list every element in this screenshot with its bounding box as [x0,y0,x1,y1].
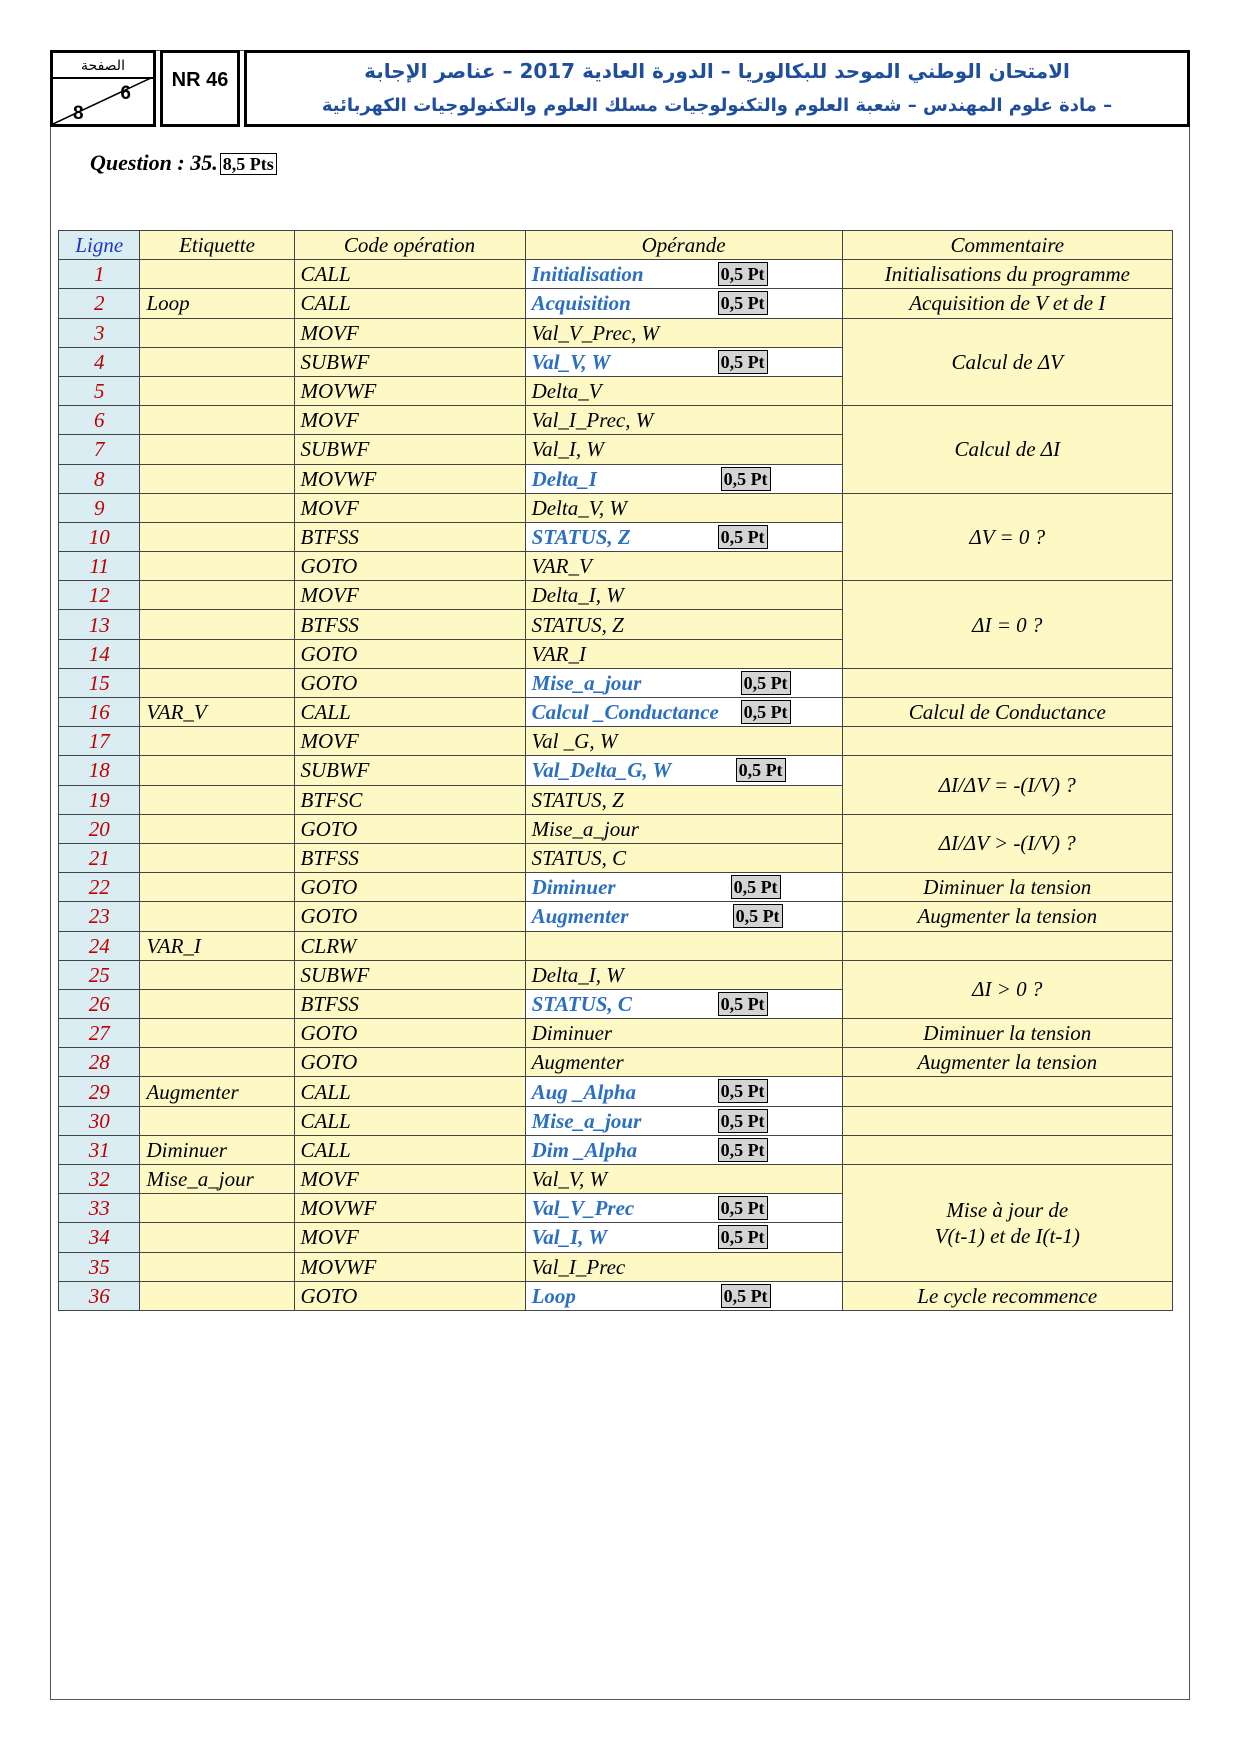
table-row [59,756,1173,785]
exam-header [50,50,1190,127]
line-number: 5 [59,376,140,405]
points-badge: 0,5 Pt [718,1225,768,1249]
opcode-cell: CALL [294,1135,525,1164]
table-row [59,1048,1173,1077]
label-cell [140,318,294,347]
points-badge: 0,5 Pt [718,992,768,1016]
operand-cell [525,873,842,902]
header-operande: Opérande [525,231,842,260]
operand-text: Initialisation [531,262,644,287]
label-cell [140,639,294,668]
operand-text: Delta_I, W [531,583,624,608]
label-cell [140,610,294,639]
comment-text: Le cycle recommence [917,1283,1098,1308]
comment-cell [842,1019,1172,1048]
opcode-cell: MOVF [294,318,525,347]
line-number: 14 [59,639,140,668]
comment-cell [842,902,1172,931]
operand-cell [525,960,842,989]
exam-subtitle: – مادة علوم المهندس – شعبة العلوم والتكنولوجيات مسلك العلوم والتكنولوجيات الكهربائية [321,95,1113,116]
page-label: الصفحة [53,55,153,79]
operand-text: STATUS, Z [531,612,624,637]
line-number: 8 [59,464,140,493]
table-row [59,493,1173,522]
operand-text: Val_V, W [531,349,611,374]
label-cell: Loop [140,289,294,318]
label-cell [140,1048,294,1077]
comment-text: ΔI > 0 ? [972,977,1043,1002]
operand-cell [525,902,842,931]
program-table [58,230,1173,1311]
operand-text: STATUS, C [531,991,632,1016]
label-cell [140,493,294,522]
operand-text: Val_Delta_G, W [531,758,672,783]
opcode-cell: GOTO [294,1281,525,1310]
label-cell [140,756,294,785]
operand-cell [525,1165,842,1194]
opcode-cell: BTFSS [294,989,525,1018]
operand-cell [525,552,842,581]
operand-cell [525,698,842,727]
operand-text: STATUS, Z [531,787,624,812]
operand-text: Calcul _Conductance [531,700,719,725]
opcode-cell: GOTO [294,1019,525,1048]
line-number: 18 [59,756,140,785]
opcode-cell: CALL [294,1106,525,1135]
header-code-operation: Code opération [294,231,525,260]
table-row [59,318,1173,347]
opcode-cell: BTFSS [294,610,525,639]
operand-text: Diminuer [531,1021,613,1046]
comment-cell [842,1165,1172,1282]
operand-text: Augmenter [531,904,629,929]
opcode-cell: MOVF [294,727,525,756]
operand-cell [525,464,842,493]
exam-title: الامتحان الوطني الموحد للبكالوريا – الدورة العادية 2017 – عناصر الإجابة [364,59,1070,83]
table-row [59,814,1173,843]
comment-text: ΔI = 0 ? [972,612,1043,637]
operand-text: Diminuer [531,875,616,900]
comment-cell [842,1048,1172,1077]
comment-cell [842,260,1172,289]
label-cell [140,873,294,902]
opcode-cell: CALL [294,289,525,318]
operand-text: Aug _Alpha [531,1079,637,1104]
opcode-cell: MOVF [294,493,525,522]
line-number: 20 [59,814,140,843]
line-number: 11 [59,552,140,581]
label-cell [140,989,294,1018]
line-number: 26 [59,989,140,1018]
comment-cell [842,873,1172,902]
opcode-cell: CLRW [294,931,525,960]
operand-cell [525,785,842,814]
line-number: 35 [59,1252,140,1281]
operand-text: Mise_a_jour [531,1108,642,1133]
table-row [59,873,1173,902]
points-badge: 0,5 Pt [718,1138,768,1162]
page-total: 8 [73,103,84,124]
operand-text: STATUS, C [531,846,627,871]
header-commentaire: Commentaire [842,231,1172,260]
table-row [59,1106,1173,1135]
comment-text: Augmenter la tension [917,904,1098,929]
comment-cell [842,1281,1172,1310]
points-badge: 0,5 Pt [731,875,781,899]
line-number: 12 [59,581,140,610]
diagonal-divider [53,77,153,124]
comment-cell [842,668,1172,697]
line-number: 15 [59,668,140,697]
table-row [59,668,1173,697]
line-number: 6 [59,406,140,435]
table-row [59,581,1173,610]
operand-cell [525,1135,842,1164]
line-number: 7 [59,435,140,464]
table-row [59,260,1173,289]
comment-cell [842,581,1172,669]
points-badge: 0,5 Pt [733,904,783,928]
comment-text: Diminuer la tension [923,875,1092,900]
header-ligne: Ligne [59,231,140,260]
label-cell [140,1194,294,1223]
comment-cell [842,814,1172,872]
question-points: 8,5 Pts [220,153,277,175]
line-number: 27 [59,1019,140,1048]
opcode-cell: GOTO [294,552,525,581]
operand-cell [525,639,842,668]
line-number: 28 [59,1048,140,1077]
points-badge: 0,5 Pt [718,1196,768,1220]
operand-cell [525,931,842,960]
line-number: 17 [59,727,140,756]
operand-cell [525,581,842,610]
table-row [59,727,1173,756]
label-cell [140,1019,294,1048]
points-badge: 0,5 Pt [718,350,768,374]
line-number: 9 [59,493,140,522]
line-number: 36 [59,1281,140,1310]
label-cell [140,843,294,872]
comment-cell [842,960,1172,1018]
opcode-cell: MOVF [294,581,525,610]
table-row [59,931,1173,960]
opcode-cell: GOTO [294,639,525,668]
table-row [59,1077,1173,1106]
label-cell [140,727,294,756]
operand-cell [525,1019,842,1048]
operand-text: Delta_V, W [531,495,627,520]
line-number: 32 [59,1165,140,1194]
comment-text: Initialisations du programme [884,262,1130,287]
operand-cell [525,347,842,376]
operand-text: Loop [531,1283,576,1308]
comment-cell [842,756,1172,814]
line-number: 22 [59,873,140,902]
comment-cell [842,406,1172,494]
table-row [59,902,1173,931]
opcode-cell: MOVWF [294,464,525,493]
operand-cell [525,1252,842,1281]
operand-cell [525,756,842,785]
operand-cell [525,843,842,872]
opcode-cell: MOVWF [294,1194,525,1223]
opcode-cell: GOTO [294,902,525,931]
operand-cell [525,522,842,551]
header-etiquette: Etiquette [140,231,294,260]
comment-text: Acquisition de V et de I [909,291,1106,316]
points-badge: 0,5 Pt [736,758,786,782]
operand-cell [525,668,842,697]
comment-text: Mise à jour de [946,1197,1069,1222]
table-row [59,289,1173,318]
operand-cell [525,318,842,347]
operand-text: Delta_I, W [531,962,624,987]
opcode-cell: MOVWF [294,1252,525,1281]
operand-text: Val_I_Prec, W [531,408,654,433]
points-badge: 0,5 Pt [718,525,768,549]
operand-cell [525,406,842,435]
label-cell [140,960,294,989]
comment-cell [842,318,1172,406]
line-number: 33 [59,1194,140,1223]
points-badge: 0,5 Pt [721,467,771,491]
table-row [59,1019,1173,1048]
line-number: 3 [59,318,140,347]
operand-text: STATUS, Z [531,524,631,549]
table-row [59,1135,1173,1164]
comment-cell [842,1106,1172,1135]
opcode-cell: SUBWF [294,347,525,376]
line-number: 29 [59,1077,140,1106]
label-cell [140,814,294,843]
opcode-cell: BTFSC [294,785,525,814]
opcode-cell: GOTO [294,1048,525,1077]
comment-text: ΔI/ΔV = -(I/V) ? [938,773,1076,798]
points-badge: 0,5 Pt [721,1284,771,1308]
points-badge: 0,5 Pt [718,262,768,286]
comment-text: Augmenter la tension [917,1050,1098,1075]
line-number: 25 [59,960,140,989]
points-badge: 0,5 Pt [718,1079,768,1103]
operand-text: Val _G, W [531,729,618,754]
points-badge: 0,5 Pt [718,291,768,315]
opcode-cell: MOVF [294,1165,525,1194]
operand-cell [525,814,842,843]
label-cell [140,406,294,435]
line-number: 19 [59,785,140,814]
operand-text: Val_I, W [531,1225,608,1250]
exam-title-box [244,50,1190,127]
opcode-cell: GOTO [294,873,525,902]
line-number: 24 [59,931,140,960]
operand-cell [525,989,842,1018]
opcode-cell: CALL [294,260,525,289]
operand-cell [525,727,842,756]
opcode-cell: GOTO [294,814,525,843]
opcode-cell: BTFSS [294,522,525,551]
label-cell [140,668,294,697]
opcode-cell: SUBWF [294,435,525,464]
operand-text: Acquisition [531,291,631,316]
label-cell [140,347,294,376]
operand-cell [525,260,842,289]
page-number: 6 [120,83,131,104]
opcode-cell: SUBWF [294,960,525,989]
operand-text: Augmenter [531,1050,624,1075]
label-cell: VAR_V [140,698,294,727]
table-row [59,960,1173,989]
exam-code: NR 46 [160,50,240,127]
points-badge: 0,5 Pt [718,1109,768,1133]
label-cell [140,1106,294,1135]
operand-cell [525,1106,842,1135]
label-cell [140,785,294,814]
operand-text: Val_I, W [531,437,604,462]
table-row [59,698,1173,727]
comment-text: V(t-1) et de I(t-1) [934,1223,1080,1248]
operand-text: Dim _Alpha [531,1137,638,1162]
operand-cell [525,435,842,464]
label-cell [140,902,294,931]
operand-text: Val_I_Prec [531,1254,626,1279]
comment-cell [842,493,1172,581]
question-heading [90,150,277,176]
opcode-cell: BTFSS [294,843,525,872]
line-number: 2 [59,289,140,318]
comment-text: Diminuer la tension [923,1021,1092,1046]
operand-cell [525,1077,842,1106]
comment-cell [842,289,1172,318]
operand-text: Val_V_Prec [531,1196,635,1221]
comment-text: ΔV = 0 ? [969,524,1046,549]
comment-cell [842,698,1172,727]
label-cell [140,552,294,581]
operand-text: Mise_a_jour [531,670,642,695]
label-cell [140,581,294,610]
label-cell [140,435,294,464]
line-number: 1 [59,260,140,289]
line-number: 16 [59,698,140,727]
table-row [59,1281,1173,1310]
comment-cell [842,727,1172,756]
table-header-row [59,231,1173,260]
opcode-cell: CALL [294,1077,525,1106]
operand-cell [525,1281,842,1310]
label-cell: Mise_a_jour [140,1165,294,1194]
label-cell [140,1281,294,1310]
opcode-cell: MOVWF [294,376,525,405]
opcode-cell: GOTO [294,668,525,697]
label-cell [140,260,294,289]
operand-cell [525,493,842,522]
line-number: 23 [59,902,140,931]
opcode-cell: MOVF [294,1223,525,1252]
comment-cell [842,1135,1172,1164]
label-cell: VAR_I [140,931,294,960]
page-number-box [50,50,156,127]
operand-cell [525,1194,842,1223]
comment-cell [842,1077,1172,1106]
opcode-cell: CALL [294,698,525,727]
operand-text: Val_V, W [531,1167,608,1192]
question-label: Question : 35. [90,150,218,175]
line-number: 13 [59,610,140,639]
operand-text: Delta_I [531,466,597,491]
line-number: 31 [59,1135,140,1164]
line-number: 21 [59,843,140,872]
comment-cell [842,931,1172,960]
label-cell [140,1252,294,1281]
operand-text: VAR_V [531,554,592,579]
operand-cell [525,376,842,405]
comment-text: Calcul de ΔV [951,349,1064,374]
comment-text: Calcul de ΔI [954,437,1061,462]
opcode-cell: MOVF [294,406,525,435]
label-cell [140,1223,294,1252]
comment-text: Calcul de Conductance [908,700,1106,725]
label-cell [140,522,294,551]
comment-text: ΔI/ΔV > -(I/V) ? [938,831,1076,856]
line-number: 34 [59,1223,140,1252]
label-cell [140,376,294,405]
operand-text: Delta_V [531,379,602,404]
operand-text: VAR_I [531,641,586,666]
operand-cell [525,610,842,639]
points-badge: 0,5 Pt [741,700,791,724]
opcode-cell: SUBWF [294,756,525,785]
operand-text: Val_V_Prec, W [531,320,660,345]
program-body [59,260,1173,1311]
line-number: 10 [59,522,140,551]
line-number: 4 [59,347,140,376]
label-cell [140,464,294,493]
points-badge: 0,5 Pt [741,671,791,695]
operand-cell [525,1048,842,1077]
operand-cell [525,1223,842,1252]
label-cell: Diminuer [140,1135,294,1164]
line-number: 30 [59,1106,140,1135]
table-row [59,1165,1173,1194]
label-cell: Augmenter [140,1077,294,1106]
operand-cell [525,289,842,318]
operand-text: Mise_a_jour [531,816,639,841]
table-row [59,406,1173,435]
